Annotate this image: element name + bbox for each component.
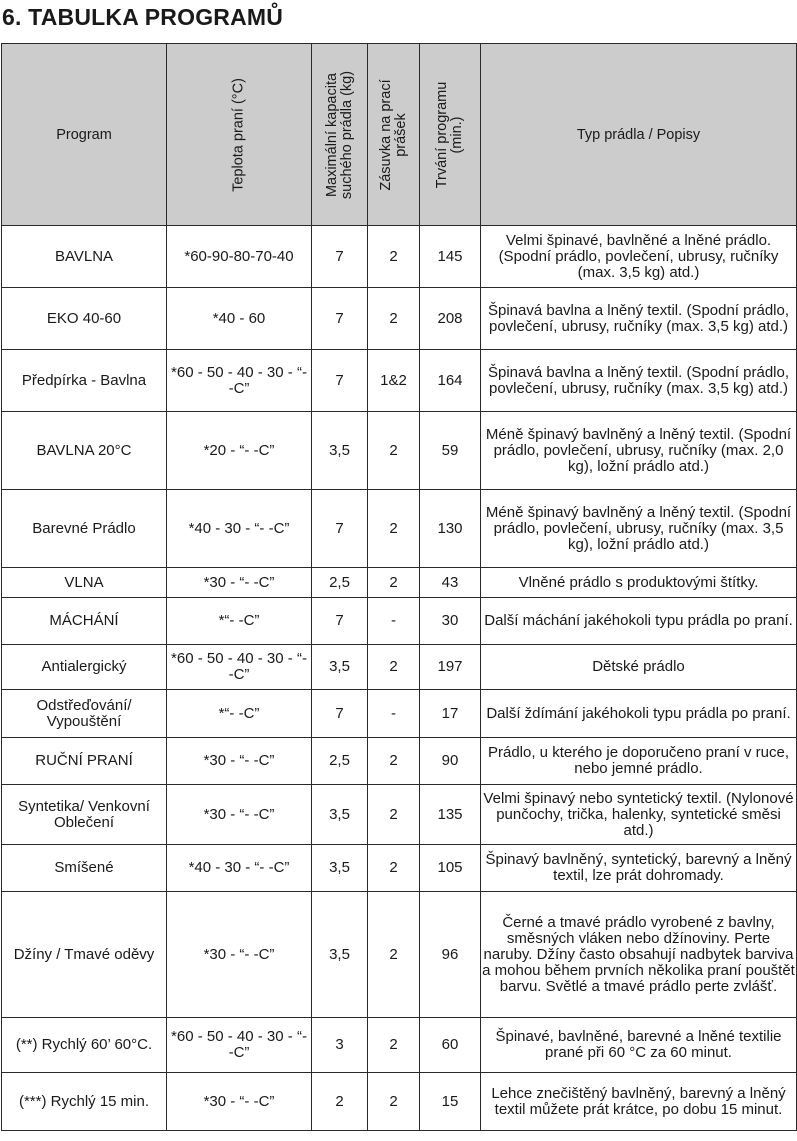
cell-detergent-drawer: 2: [368, 412, 420, 490]
cell-program: Džíny / Tmavé oděvy: [2, 892, 167, 1018]
table-row: [2, 226, 797, 288]
cell-temperature: *30 - “- -C”: [167, 892, 312, 1018]
section-title: 6. TABULKA PROGRAMŮ: [2, 4, 284, 30]
table-row: [2, 350, 797, 412]
cell-program: MÁCHÁNÍ: [2, 598, 167, 645]
cell-detergent-drawer: 2: [368, 1073, 420, 1131]
cell-duration: 96: [420, 892, 481, 1018]
cell-program: (**) Rychlý 60’ 60°C.: [2, 1018, 167, 1073]
cell-program: Antialergický: [2, 645, 167, 690]
cell-duration: 164: [420, 350, 481, 412]
table-row: [2, 645, 797, 690]
header-capacity: Maximální kapacita suchého prádla (kg): [312, 44, 368, 226]
cell-description: Lehce znečištěný bavlněný, barevný a lněný textil můžete prát krátce, po dobu 15 minut.: [481, 1073, 797, 1131]
cell-temperature: *40 - 30 - “- -C”: [167, 845, 312, 892]
cell-program: Barevné Prádlo: [2, 490, 167, 568]
cell-detergent-drawer: 2: [368, 785, 420, 845]
cell-duration: 105: [420, 845, 481, 892]
cell-duration: 15: [420, 1073, 481, 1131]
cell-program: BAVLNA 20°C: [2, 412, 167, 490]
cell-detergent-drawer: 2: [368, 288, 420, 350]
cell-program: Odstřeďování/ Vypouštění: [2, 690, 167, 738]
table-row: [2, 412, 797, 490]
cell-capacity: 3,5: [312, 845, 368, 892]
cell-detergent-drawer: 2: [368, 568, 420, 598]
header-detergent-drawer: Zásuvka na prací prášek: [368, 44, 420, 226]
cell-duration: 145: [420, 226, 481, 288]
cell-temperature: *60 - 50 - 40 - 30 - “- -C”: [167, 645, 312, 690]
table-row: [2, 785, 797, 845]
cell-description: Prádlo, u kterého je doporučeno praní v ruce, nebo jemné prádlo.: [481, 738, 797, 785]
table-row: [2, 1018, 797, 1073]
cell-temperature: *40 - 30 - “- -C”: [167, 490, 312, 568]
program-table: [1, 43, 797, 1131]
cell-temperature: *60 - 50 - 40 - 30 - “- -C”: [167, 1018, 312, 1073]
cell-temperature: *“- -C”: [167, 598, 312, 645]
cell-detergent-drawer: 2: [368, 645, 420, 690]
cell-capacity: 3,5: [312, 412, 368, 490]
cell-duration: 208: [420, 288, 481, 350]
table-row: [2, 490, 797, 568]
cell-program: Syntetika/ Venkovní Oblečení: [2, 785, 167, 845]
cell-temperature: *30 - “- -C”: [167, 1073, 312, 1131]
cell-description: Špinavá bavlna a lněný textil. (Spodní prádlo, povlečení, ubrusy, ručníky (max. 3,5 kg) atd.): [481, 288, 797, 350]
cell-duration: 90: [420, 738, 481, 785]
cell-program: BAVLNA: [2, 226, 167, 288]
cell-temperature: *30 - “- -C”: [167, 785, 312, 845]
cell-temperature: *30 - “- -C”: [167, 568, 312, 598]
header-temperature: Teplota praní (°C): [167, 44, 312, 226]
cell-detergent-drawer: 2: [368, 845, 420, 892]
table-header-row: [2, 44, 797, 226]
table-row: [2, 892, 797, 1018]
header-program: Program: [2, 44, 167, 226]
cell-temperature: *20 - “- -C”: [167, 412, 312, 490]
table-row: [2, 738, 797, 785]
cell-capacity: 2,5: [312, 568, 368, 598]
cell-detergent-drawer: 2: [368, 226, 420, 288]
cell-program: Smíšené: [2, 845, 167, 892]
cell-temperature: *“- -C”: [167, 690, 312, 738]
cell-description: Méně špinavý bavlněný a lněný textil. (Spodní prádlo, povlečení, ubrusy, ručníky (max. 2,0 kg), ložní prádlo atd.): [481, 412, 797, 490]
cell-duration: 17: [420, 690, 481, 738]
cell-description: Další ždímání jakéhokoli typu prádla po praní.: [481, 690, 797, 738]
cell-detergent-drawer: 2: [368, 738, 420, 785]
cell-program: Předpírka - Bavlna: [2, 350, 167, 412]
cell-capacity: 3: [312, 1018, 368, 1073]
cell-temperature: *60-90-80-70-40: [167, 226, 312, 288]
header-description: Typ prádla / Popisy: [481, 44, 797, 226]
cell-duration: 130: [420, 490, 481, 568]
cell-duration: 60: [420, 1018, 481, 1073]
cell-description: Špinavý bavlněný, syntetický, barevný a lněný textil, lze prát dohromady.: [481, 845, 797, 892]
cell-capacity: 2,5: [312, 738, 368, 785]
cell-description: Vlněné prádlo s produktovými štítky.: [481, 568, 797, 598]
cell-capacity: 3,5: [312, 892, 368, 1018]
cell-detergent-drawer: -: [368, 598, 420, 645]
cell-duration: 59: [420, 412, 481, 490]
cell-capacity: 7: [312, 288, 368, 350]
cell-description: Další máchání jakéhokoli typu prádla po praní.: [481, 598, 797, 645]
cell-detergent-drawer: 1&2: [368, 350, 420, 412]
cell-program: (***) Rychlý 15 min.: [2, 1073, 167, 1131]
cell-capacity: 7: [312, 226, 368, 288]
table-row: [2, 568, 797, 598]
cell-description: Dětské prádlo: [481, 645, 797, 690]
table-row: [2, 845, 797, 892]
cell-duration: 43: [420, 568, 481, 598]
cell-description: Černé a tmavé prádlo vyrobené z bavlny, směsných vláken nebo džínoviny. Perte naruby. Džíny často obsahují nadbytek barviva a mohou během prvních několika praní pouštět barvu. Světlé a tmavé prádlo perte zvlášť.: [481, 892, 797, 1018]
cell-description: Velmi špinavý nebo syntetický textil. (Nylonové punčochy, trička, halenky, syntetické směsi atd.): [481, 785, 797, 845]
cell-detergent-drawer: 2: [368, 1018, 420, 1073]
cell-program: RUČNÍ PRANÍ: [2, 738, 167, 785]
cell-capacity: 3,5: [312, 645, 368, 690]
cell-capacity: 7: [312, 598, 368, 645]
table-row: [2, 690, 797, 738]
cell-capacity: 3,5: [312, 785, 368, 845]
cell-description: Velmi špinavé, bavlněné a lněné prádlo. (Spodní prádlo, povlečení, ubrusy, ručníky (max. 3,5 kg) atd.): [481, 226, 797, 288]
cell-temperature: *60 - 50 - 40 - 30 - “- -C”: [167, 350, 312, 412]
cell-temperature: *40 - 60: [167, 288, 312, 350]
cell-capacity: 2: [312, 1073, 368, 1131]
cell-duration: 135: [420, 785, 481, 845]
cell-program: EKO 40-60: [2, 288, 167, 350]
cell-description: Špinavá bavlna a lněný textil. (Spodní prádlo, povlečení, ubrusy, ručníky (max. 3,5 kg) atd.): [481, 350, 797, 412]
cell-capacity: 7: [312, 350, 368, 412]
table-row: [2, 1073, 797, 1131]
table-row: [2, 598, 797, 645]
cell-detergent-drawer: 2: [368, 892, 420, 1018]
cell-program: VLNA: [2, 568, 167, 598]
cell-temperature: *30 - “- -C”: [167, 738, 312, 785]
cell-description: Špinavé, bavlněné, barevné a lněné textilie prané při 60 °C za 60 minut.: [481, 1018, 797, 1073]
cell-capacity: 7: [312, 490, 368, 568]
cell-duration: 197: [420, 645, 481, 690]
cell-description: Méně špinavý bavlněný a lněný textil. (Spodní prádlo, povlečení, ubrusy, ručníky (max. 3,5 kg), ložní prádlo atd.): [481, 490, 797, 568]
table-row: [2, 288, 797, 350]
cell-capacity: 7: [312, 690, 368, 738]
cell-duration: 30: [420, 598, 481, 645]
header-duration: Trvání programu (min.): [420, 44, 481, 226]
cell-detergent-drawer: 2: [368, 490, 420, 568]
cell-detergent-drawer: -: [368, 690, 420, 738]
